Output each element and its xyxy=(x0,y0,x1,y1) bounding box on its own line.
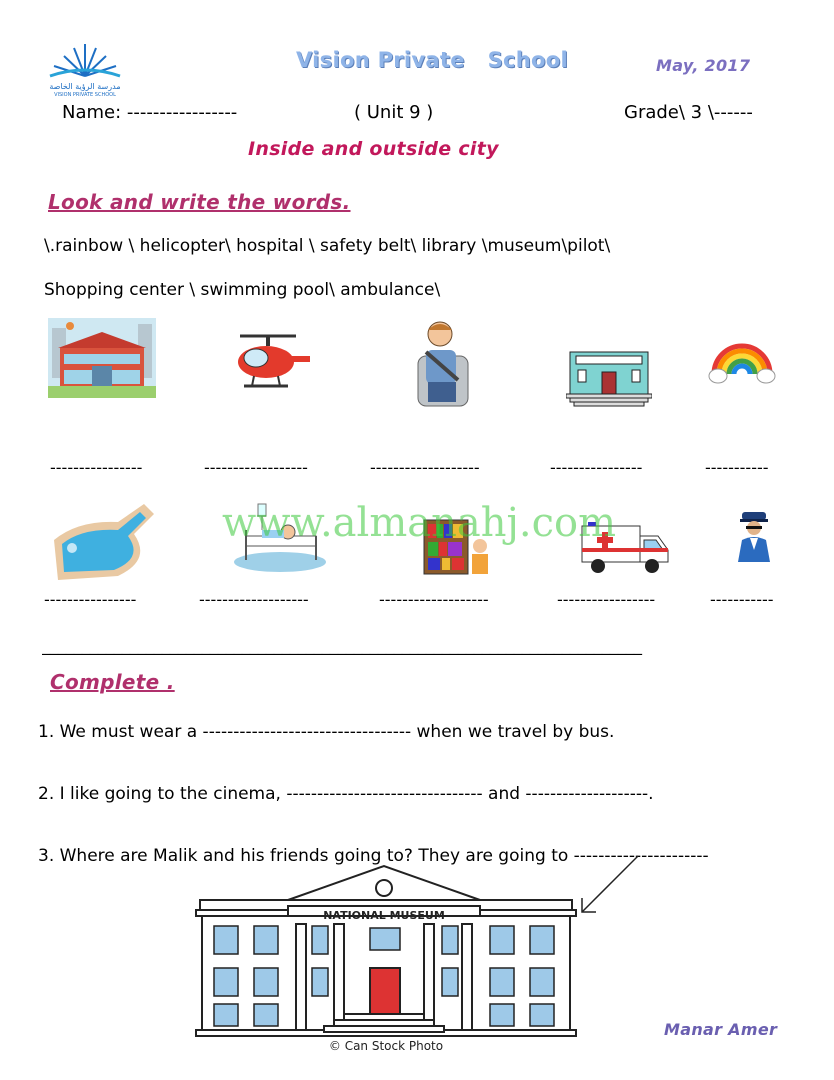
watermark: www.almanahj.com xyxy=(222,500,617,546)
copyright-text: © Can Stock Photo xyxy=(328,1039,444,1053)
swimming-pool-image xyxy=(48,500,158,582)
answer-blank: ----------- xyxy=(710,590,774,609)
helicopter-image xyxy=(232,330,312,392)
answer-blank: ------------------ xyxy=(204,458,308,477)
shopping-center-image xyxy=(48,318,156,398)
grade-field: Grade\ 3 \------ xyxy=(624,102,753,123)
logo-english-text: VISION PRIVATE SCHOOL xyxy=(54,92,116,98)
answer-blank: ----------------- xyxy=(557,590,656,609)
pilot-image xyxy=(734,510,774,564)
section-heading-complete: Complete . xyxy=(50,670,175,694)
safety-belt-image xyxy=(406,316,480,410)
answer-blank: ------------------- xyxy=(199,590,309,609)
worksheet-subtitle: Inside and outside city xyxy=(248,138,499,160)
date: May, 2017 xyxy=(656,56,751,75)
answer-blank: ----------- xyxy=(705,458,769,477)
question-3: 3. Where are Malik and his friends going to? They are going to ---------------------- xyxy=(38,846,709,866)
school-logo xyxy=(40,42,130,102)
author-name: Manar Amer xyxy=(664,1020,778,1039)
museum-image xyxy=(566,348,652,408)
word-bank-line-2: Shopping center \ swimming pool\ ambulance\ xyxy=(44,280,441,300)
answer-blank: ------------------- xyxy=(379,590,489,609)
answer-blank: ---------------- xyxy=(50,458,143,477)
section-heading-look-write: Look and write the words. xyxy=(48,190,351,214)
name-field: Name: ----------------- xyxy=(62,102,238,123)
question-2: 2. I like going to the cinema, -------------------------------- and --------------------. xyxy=(38,784,654,804)
word-bank-line-1: \.rainbow \ helicopter\ hospital \ safety belt\ library \museum\pilot\ xyxy=(44,236,611,256)
logo-rays-icon xyxy=(40,42,130,78)
logo-arabic-text: مدرسة الرؤية الخاصة xyxy=(49,82,121,91)
section-divider: ___________________________________________________________________________ xyxy=(42,636,642,655)
question-1: 1. We must wear a ---------------------------------- when we travel by bus. xyxy=(38,722,615,742)
arrow-icon xyxy=(574,852,644,918)
national-museum-image xyxy=(194,864,578,1054)
answer-blank: ---------------- xyxy=(44,590,137,609)
unit-label: ( Unit 9 ) xyxy=(354,102,434,123)
museum-sign: NATIONAL MUSEUM xyxy=(323,909,445,922)
answer-blank: ------------------- xyxy=(370,458,480,477)
rainbow-image xyxy=(708,334,776,386)
school-name: Vision Private School xyxy=(296,48,568,72)
answer-blank: ---------------- xyxy=(550,458,643,477)
